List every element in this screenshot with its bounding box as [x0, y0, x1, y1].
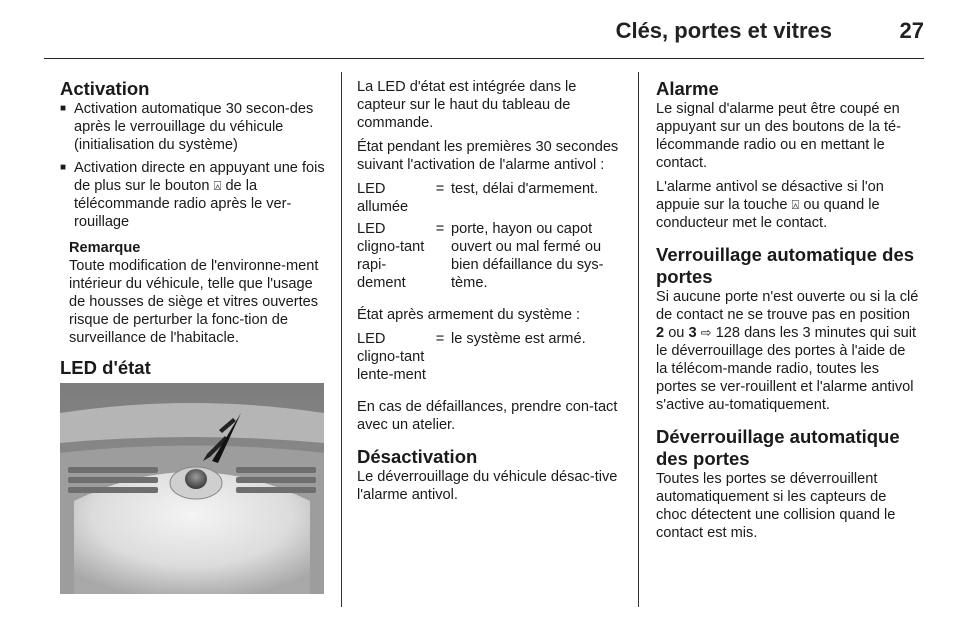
column-divider-1 [341, 72, 342, 607]
led-intro: La LED d'état est intégrée dans le capteur sur le haut du tableau de commande. [357, 79, 577, 131]
activation-heading: Activation [60, 78, 150, 99]
alarm-text-2-a: L'alarme antivol se désactive si l'on appuie sur la touche [656, 179, 884, 213]
alarm-text: Le signal d'alarme peut être coupé en appuyant sur un des boutons de la té-lécommande radio ou en mettant le contact. [656, 101, 902, 171]
autolock-text [656, 288, 920, 414]
autolock-text-a: Si aucune porte n'est ouverte ou si la clé de contact ne se trouve pas en position [656, 289, 919, 323]
state-after-label: État après armement du système : [357, 307, 581, 323]
term: LED cligno-tant rapi-dement [357, 221, 425, 291]
bullet-square-icon: ■ [60, 162, 67, 173]
alarm-text-2-b: ou quand le conducteur met le contact. [656, 197, 880, 231]
page-reference-arrow-icon: ⇨ [700, 325, 712, 340]
column-divider-2 [638, 72, 639, 607]
note-title: Remarque [69, 240, 141, 256]
description: porte, hayon ou capot ouvert ou mal fermé ou bien défaillance du sys-tème. [451, 221, 604, 291]
led-state-table-2 [357, 330, 619, 388]
page-reference: 128 [715, 325, 740, 341]
bullet-text-tail: de la télécommande radio après le ver-rouillage [74, 178, 292, 230]
term: LED cligno-tant lente-ment [357, 331, 426, 383]
description: test, délai d'armement. [451, 181, 599, 197]
page-number: 27 [899, 18, 924, 43]
note-block [60, 239, 325, 347]
header-rule [44, 58, 924, 59]
bullet-text: Activation directe en appuyant une fois de plus sur le bouton [74, 160, 325, 194]
led-heading: LED d'état [60, 357, 151, 378]
dashboard-sensor-illustration [60, 383, 324, 594]
table-row [357, 330, 619, 388]
column-middle [357, 78, 619, 510]
table-row [357, 220, 619, 296]
autounlock-text: Toutes les portes se déverrouillent automatiquement si les capteurs de choc détectent une collision quand le contact est mis. [656, 471, 896, 541]
column-left [60, 78, 325, 379]
lock-key-icon: ⍓ [213, 178, 222, 193]
failure-text: En cas de défaillances, prendre con-tact avec un atelier. [357, 399, 618, 433]
table-row [357, 180, 619, 220]
header-title: Clés, portes et vitres [615, 18, 832, 43]
lock-key-icon: ⍓ [791, 197, 800, 212]
state-first-label: État pendant les premières 30 secondes suivant l'activation de l'alarme antivol : [357, 139, 619, 173]
bullet-text: Activation automatique 30 secon-des après le verrouillage du véhicule (initialisation du système) [74, 101, 314, 153]
led-sensor-icon [185, 469, 207, 489]
equals-sign: = [435, 181, 445, 197]
alarm-heading: Alarme [656, 78, 719, 99]
note-text: Toute modification de l'environne-ment intérieur du véhicule, telle que l'usage de housses de siège et vitres ouvertes risque de perturber la fonc-tion de surveillance de l'habitacle. [69, 258, 319, 346]
deactivation-heading: Désactivation [357, 446, 478, 467]
list-item [60, 159, 325, 231]
equals-sign: = [435, 331, 445, 347]
led-state-table-1 [357, 180, 619, 296]
position-2: 2 [656, 325, 665, 341]
deactivation-text: Le déverrouillage du véhicule désac-tive l'alarme antivol. [357, 469, 618, 503]
term: LED allumée [357, 181, 409, 215]
position-3: 3 [688, 325, 697, 341]
dashboard-sensor-photo [60, 383, 324, 594]
or-word: ou [668, 325, 685, 341]
column-right [656, 78, 920, 548]
activation-list [60, 100, 325, 231]
description: le système est armé. [451, 331, 586, 347]
alarm-text-2 [656, 178, 920, 232]
bullet-square-icon: ■ [60, 103, 67, 114]
autounlock-heading: Déverrouillage automatique des portes [656, 426, 900, 469]
autolock-heading: Verrouillage automatique des portes [656, 244, 915, 287]
list-item [60, 100, 325, 154]
equals-sign: = [435, 221, 445, 237]
autolock-text-b: dans les 3 minutes qui suit le déverrouillage des portes à l'aide de la télécom-mande radio, toutes les portes se ver-rouillent et l'alarme antivol s'active au-tomatiquement. [656, 325, 917, 413]
page-header [0, 0, 960, 62]
